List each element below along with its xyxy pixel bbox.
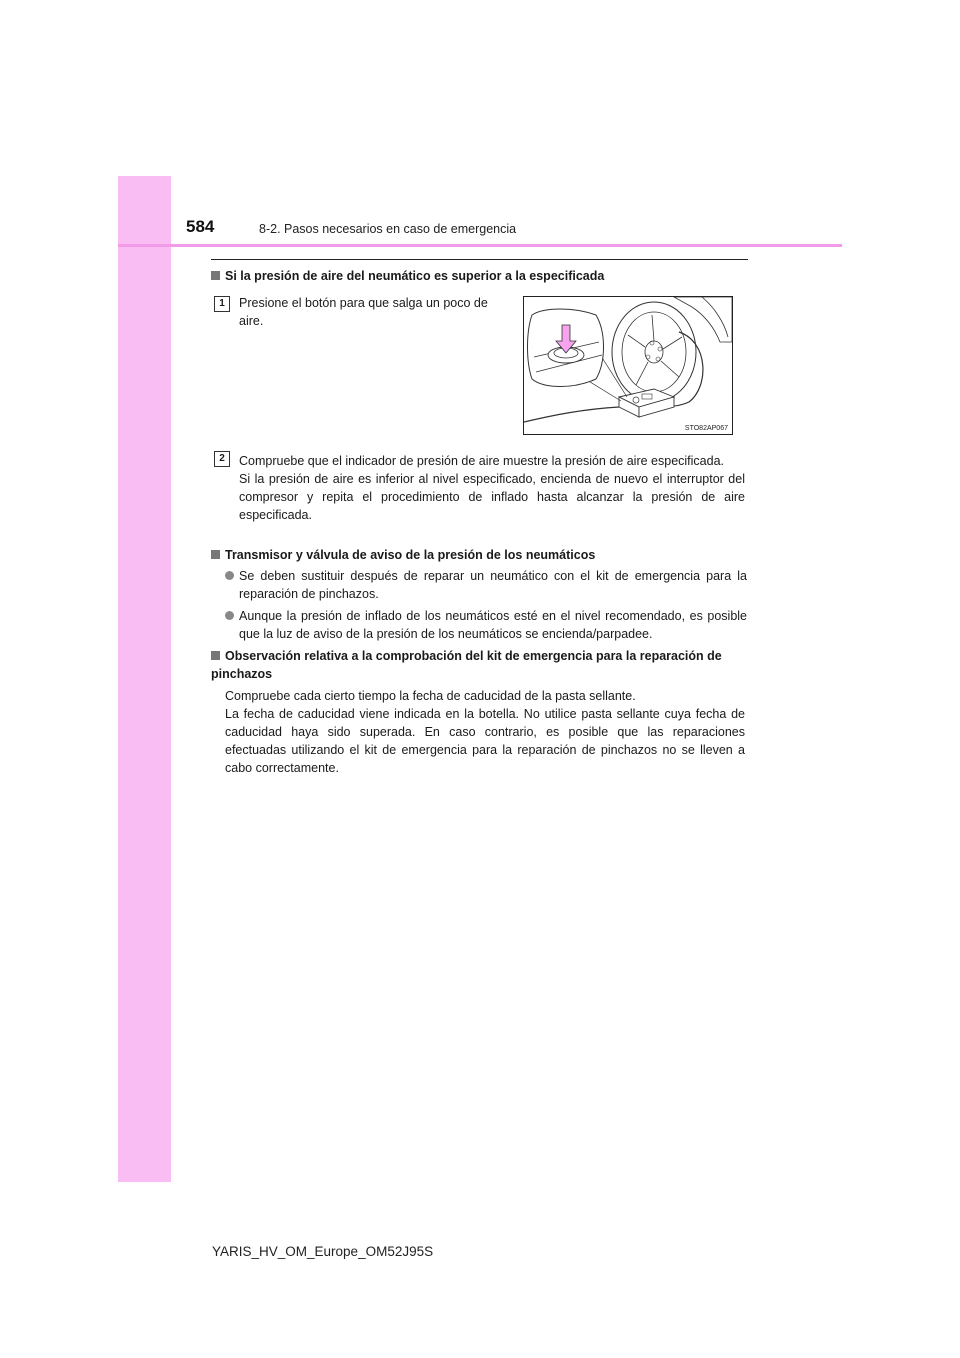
step2-line: Si la presión de aire es inferior al nivel especificado, encienda de nuevo el interruptor del compresor y repita el procedimiento de inflado hasta alcanzar la presión de aire especificada. — [239, 472, 745, 522]
heading-excess-pressure — [211, 267, 748, 285]
list-item — [225, 567, 747, 603]
heading-kit-check — [211, 647, 748, 683]
heading-text: Si la presión de aire del neumático es superior a la especificada — [225, 269, 605, 283]
header-rule — [118, 244, 842, 247]
bullet-text: Aunque la presión de inflado de los neumáticos esté en el nivel recomendado, es posible que la luz de aviso de la presión de los neumáticos se encienda/parpadee. — [239, 609, 747, 641]
step-number-1: 1 — [214, 296, 230, 312]
list-item — [225, 607, 747, 643]
tire-compressor-drawing — [524, 297, 732, 434]
heading-text: Transmisor y válvula de aviso de la presión de los neumáticos — [225, 548, 596, 562]
section-title: 8-2. Pasos necesarios en caso de emergencia — [259, 222, 517, 236]
square-bullet-icon — [211, 651, 220, 660]
figure-code: STO82AP067 — [684, 425, 728, 432]
step1-text: Presione el botón para que salga un poco de aire. — [239, 296, 488, 328]
side-tab-bar — [118, 176, 171, 1182]
kit-check-line: La fecha de caducidad viene indicada en la botella. No utilice pasta sellante cuya fecha de caducidad haya sido superada. En caso contrario, es posible que las reparaciones efectuadas utilizando el kit de emergencia para la reparación de pinchazos no se lleven a cabo correctamente. — [225, 707, 745, 775]
step2-text — [239, 452, 745, 524]
step2-line: Compruebe que el indicador de presión de aire muestre la presión de aire especificada. — [239, 454, 725, 468]
content-top-rule — [211, 259, 748, 260]
square-bullet-icon — [211, 271, 220, 280]
heading-tpms — [211, 546, 748, 564]
document-id: YARIS_HV_OM_Europe_OM52J95S — [212, 1244, 434, 1259]
heading-text: Observación relativa a la comprobación del kit de emergencia para la reparación de pinchazos — [211, 649, 722, 681]
round-bullet-icon — [225, 611, 234, 620]
page-number: 584 — [186, 217, 215, 236]
round-bullet-icon — [225, 571, 234, 580]
square-bullet-icon — [211, 550, 220, 559]
step-number-2: 2 — [214, 451, 230, 467]
bullet-text: Se deben sustituir después de reparar un neumático con el kit de emergencia para la reparación de pinchazos. — [239, 569, 747, 601]
kit-check-line: Compruebe cada cierto tiempo la fecha de caducidad de la pasta sellante. — [225, 689, 636, 703]
compressor-illustration — [523, 296, 733, 435]
kit-check-text — [225, 687, 745, 777]
